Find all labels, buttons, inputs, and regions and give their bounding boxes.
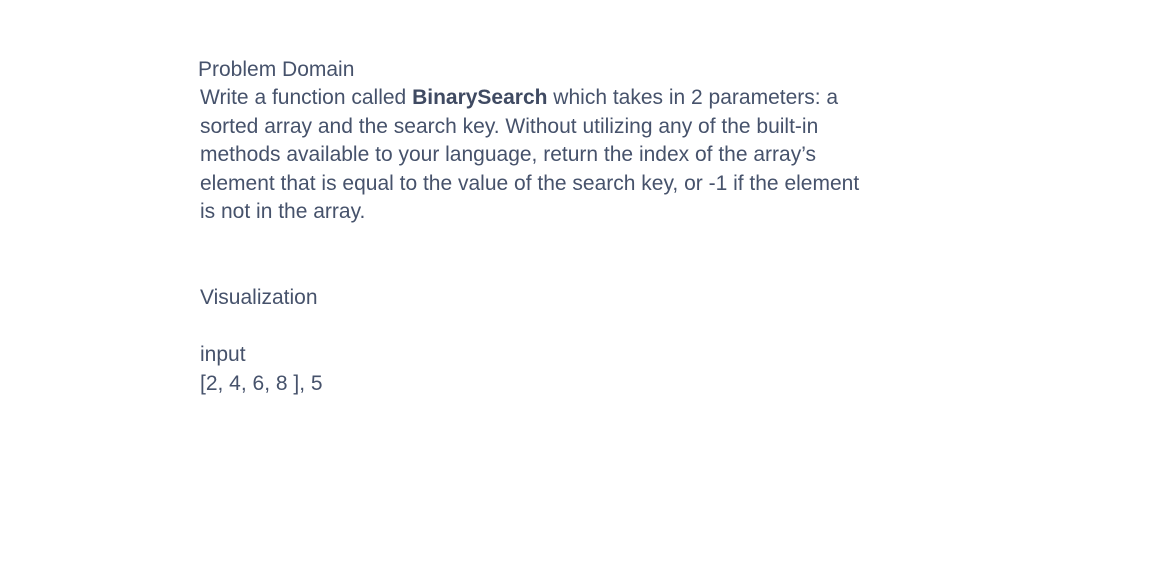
description-line-2: sorted array and the search key. Without utilizing any of the built-in [200,114,819,138]
description-line-4: element that is equal to the value of the search key, or -1 if the element [200,171,860,195]
description-line-1-end: which takes in 2 parameters: a [547,86,839,109]
problem-domain-description [200,84,930,227]
description-line-1 [200,84,930,113]
visualization-heading: Visualization [200,286,318,309]
description-line-5: is not in the array. [200,200,366,224]
function-name: BinarySearch [412,86,548,109]
description-line-1-start: Write a function called [200,86,413,109]
problem-domain-heading: Problem Domain [198,58,355,81]
input-label: input [200,343,246,366]
input-value: [2, 4, 6, 8 ], 5 [200,372,323,395]
description-line-3: methods available to your language, return the index of the array’s [200,143,816,167]
